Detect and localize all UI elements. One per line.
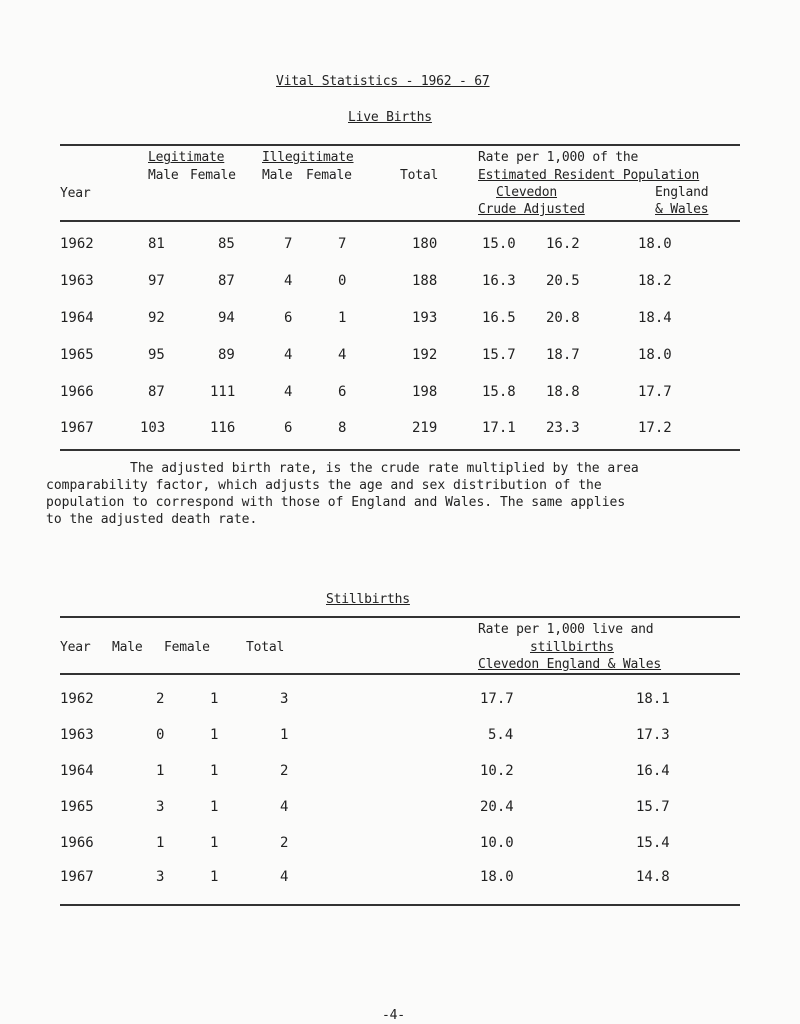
cell-leg-male: 92 <box>148 310 165 326</box>
cell-ill-male: 6 <box>284 420 293 436</box>
cell-total: 198 <box>412 384 438 400</box>
cell-clevedon: 20.4 <box>480 799 514 815</box>
cell-ill-male: 7 <box>284 236 293 252</box>
cell-total: 4 <box>280 799 289 815</box>
cell-clevedon: 10.0 <box>480 835 514 851</box>
cell-total: 219 <box>412 420 438 436</box>
cell-year: 1964 <box>60 310 94 326</box>
cell-year: 1962 <box>60 236 94 252</box>
cell-ill-female: 4 <box>338 347 347 363</box>
cell-crude: 15.7 <box>482 347 516 363</box>
cell-clevedon: 5.4 <box>488 727 514 743</box>
cell-year: 1966 <box>60 384 94 400</box>
cell-leg-male: 81 <box>148 236 165 252</box>
header-clevedon: Clevedon <box>496 185 558 200</box>
live-births-title: Live Births <box>348 110 432 125</box>
cell-adjusted: 16.2 <box>546 236 580 252</box>
cell-clevedon: 10.2 <box>480 763 514 779</box>
sb-header-total: Total <box>246 640 285 655</box>
cell-england-wales: 15.7 <box>636 799 670 815</box>
cell-year: 1965 <box>60 347 94 363</box>
cell-leg-female: 94 <box>218 310 235 326</box>
cell-leg-male: 87 <box>148 384 165 400</box>
cell-leg-female: 116 <box>210 420 236 436</box>
live-births-top-rule <box>60 144 740 146</box>
header-legitimate: Legitimate <box>148 150 225 165</box>
cell-adjusted: 20.5 <box>546 273 580 289</box>
sb-header-clevedon-ew: Clevedon England & Wales <box>478 657 662 672</box>
cell-male: 0 <box>156 727 165 743</box>
page-title: Vital Statistics - 1962 - 67 <box>276 74 490 89</box>
cell-leg-female: 89 <box>218 347 235 363</box>
cell-male: 1 <box>156 763 165 779</box>
cell-total: 192 <box>412 347 438 363</box>
cell-england-wales: 14.8 <box>636 869 670 885</box>
header-ill-male: Male <box>262 168 293 183</box>
header-rate-line1: Rate per 1,000 of the <box>478 150 639 165</box>
cell-ill-female: 6 <box>338 384 347 400</box>
cell-year: 1967 <box>60 420 94 436</box>
cell-england-wales: 15.4 <box>636 835 670 851</box>
header-year: Year <box>60 186 91 201</box>
cell-clevedon: 17.7 <box>480 691 514 707</box>
cell-crude: 15.0 <box>482 236 516 252</box>
page-number: -4- <box>382 1008 405 1023</box>
cell-female: 1 <box>210 691 219 707</box>
cell-england-wales: 16.4 <box>636 763 670 779</box>
cell-year: 1962 <box>60 691 94 707</box>
cell-adjusted: 18.7 <box>546 347 580 363</box>
cell-female: 1 <box>210 869 219 885</box>
stillbirths-bottom-rule <box>60 904 740 906</box>
sb-header-male: Male <box>112 640 143 655</box>
sb-header-rate-line2: stillbirths <box>530 640 614 655</box>
cell-male: 3 <box>156 799 165 815</box>
cell-crude: 17.1 <box>482 420 516 436</box>
cell-clevedon: 18.0 <box>480 869 514 885</box>
cell-female: 1 <box>210 799 219 815</box>
cell-adjusted: 18.8 <box>546 384 580 400</box>
note-line: to the adjusted death rate. <box>46 512 258 527</box>
live-births-bottom-rule <box>60 449 740 451</box>
cell-crude: 16.5 <box>482 310 516 326</box>
cell-england-wales: 18.0 <box>638 236 672 252</box>
cell-female: 1 <box>210 835 219 851</box>
cell-leg-male: 103 <box>140 420 166 436</box>
header-leg-male: Male <box>148 168 179 183</box>
cell-total: 3 <box>280 691 289 707</box>
cell-ill-female: 7 <box>338 236 347 252</box>
cell-total: 4 <box>280 869 289 885</box>
header-ill-female: Female <box>306 168 352 183</box>
sb-header-year: Year <box>60 640 91 655</box>
note-line: population to correspond with those of England and Wales. The same applies <box>46 495 626 510</box>
cell-england-wales: 18.4 <box>638 310 672 326</box>
cell-male: 2 <box>156 691 165 707</box>
note-line: The adjusted birth rate, is the crude rate multiplied by the area <box>130 461 639 476</box>
sb-header-rate-line1: Rate per 1,000 live and <box>478 622 654 637</box>
header-wales: & Wales <box>655 202 709 217</box>
cell-england-wales: 18.0 <box>638 347 672 363</box>
cell-total: 188 <box>412 273 438 289</box>
header-rate-line2: Estimated Resident Population <box>478 168 700 183</box>
cell-total: 2 <box>280 835 289 851</box>
cell-crude: 15.8 <box>482 384 516 400</box>
header-england: England <box>655 185 709 200</box>
cell-female: 1 <box>210 727 219 743</box>
cell-england-wales: 18.1 <box>636 691 670 707</box>
cell-ill-male: 4 <box>284 347 293 363</box>
cell-total: 193 <box>412 310 438 326</box>
cell-england-wales: 17.3 <box>636 727 670 743</box>
cell-total: 2 <box>280 763 289 779</box>
stillbirths-header-rule <box>60 673 740 675</box>
cell-ill-male: 4 <box>284 273 293 289</box>
note-line: comparability factor, which adjusts the age and sex distribution of the <box>46 478 602 493</box>
cell-leg-male: 97 <box>148 273 165 289</box>
cell-ill-female: 8 <box>338 420 347 436</box>
cell-year: 1966 <box>60 835 94 851</box>
header-illegitimate: Illegitimate <box>262 150 354 165</box>
cell-england-wales: 18.2 <box>638 273 672 289</box>
header-leg-female: Female <box>190 168 236 183</box>
cell-adjusted: 23.3 <box>546 420 580 436</box>
cell-ill-female: 0 <box>338 273 347 289</box>
cell-ill-male: 4 <box>284 384 293 400</box>
cell-year: 1963 <box>60 727 94 743</box>
cell-leg-female: 87 <box>218 273 235 289</box>
cell-year: 1963 <box>60 273 94 289</box>
cell-crude: 16.3 <box>482 273 516 289</box>
live-births-header-rule <box>60 220 740 222</box>
cell-ill-male: 6 <box>284 310 293 326</box>
cell-male: 1 <box>156 835 165 851</box>
cell-male: 3 <box>156 869 165 885</box>
cell-adjusted: 20.8 <box>546 310 580 326</box>
cell-total: 180 <box>412 236 438 252</box>
cell-total: 1 <box>280 727 289 743</box>
sb-header-female: Female <box>164 640 210 655</box>
cell-female: 1 <box>210 763 219 779</box>
header-crude-adjusted: Crude Adjusted <box>478 202 585 217</box>
header-total: Total <box>400 168 439 183</box>
cell-ill-female: 1 <box>338 310 347 326</box>
cell-leg-female: 85 <box>218 236 235 252</box>
cell-leg-female: 111 <box>210 384 236 400</box>
cell-england-wales: 17.7 <box>638 384 672 400</box>
cell-year: 1967 <box>60 869 94 885</box>
stillbirths-title: Stillbirths <box>326 592 410 607</box>
stillbirths-top-rule <box>60 616 740 618</box>
cell-year: 1964 <box>60 763 94 779</box>
cell-england-wales: 17.2 <box>638 420 672 436</box>
cell-leg-male: 95 <box>148 347 165 363</box>
cell-year: 1965 <box>60 799 94 815</box>
adjusted-rate-note <box>46 460 786 528</box>
